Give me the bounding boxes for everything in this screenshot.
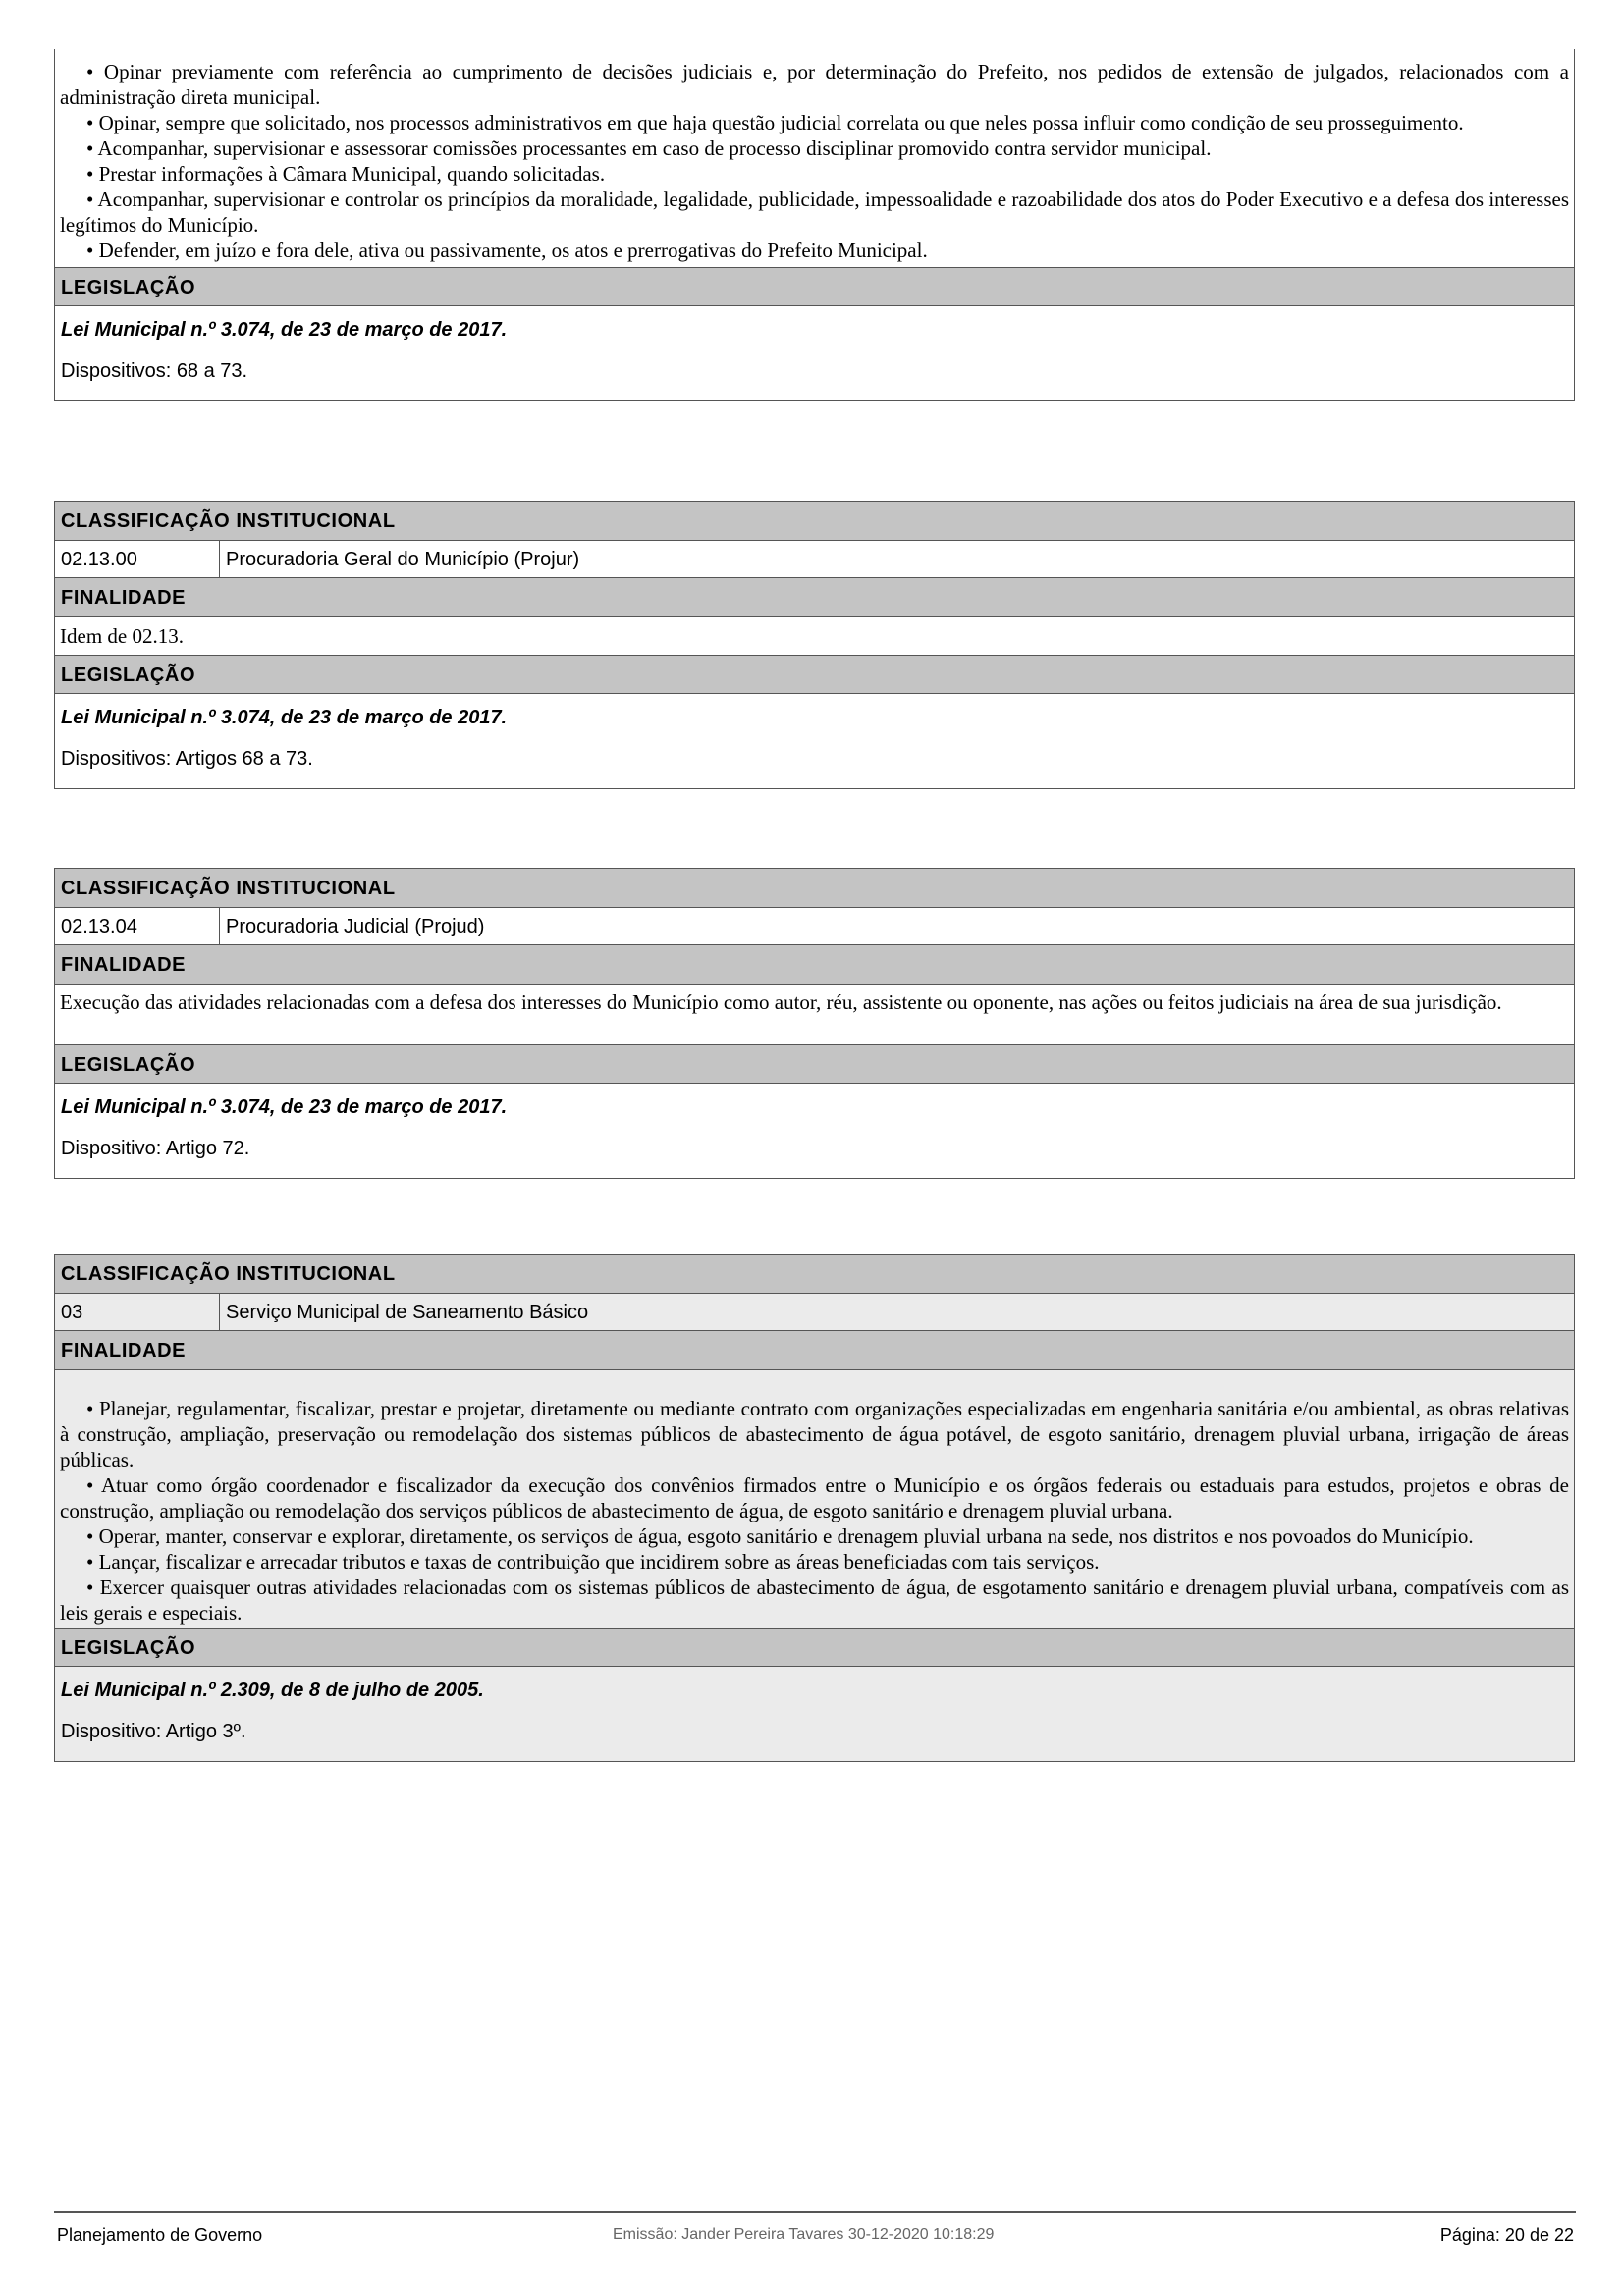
list-item: • Atuar como órgão coordenador e fiscalizador da execução dos convênios firmados entre o Município e os órgãos federais ou estaduais para estudos, projetos e obras de construção, ampliação ou remodelação dos serviços públicos de abastecimento de água, de esgoto sanitário e drenagem pluvial urbana. [60, 1473, 1569, 1522]
footer-emission: Emissão: Jander Pereira Tavares 30-12-2020 10:18:29 [613, 2226, 995, 2243]
footer-divider [54, 2211, 1576, 2213]
dispositivos-text: Dispositivo: Artigo 72. [61, 1138, 250, 1159]
list-item: • Exercer quaisquer outras atividades relacionadas com os sistemas públicos de abastecimento de água, de esgotamento sanitário e drenagem pluvial urbana, compatíveis com as leis gerais e especiais. [60, 1575, 1569, 1625]
classificacao-header: CLASSIFICAÇÃO INSTITUCIONAL [55, 869, 1574, 908]
classificacao-row [55, 1294, 1574, 1331]
list-item: • Prestar informações à Câmara Municipal, quando solicitadas. [86, 162, 606, 186]
finalidade-text: Execução das atividades relacionadas com a defesa dos interesses do Município como autor, réu, assistente ou oponente, nas ações ou feitos judiciais na área de sua jurisdição. [60, 990, 1502, 1014]
legislacao-header: LEGISLAÇÃO [55, 1628, 1574, 1667]
classificacao-code: 02.13.00 [55, 541, 220, 577]
law-reference: Lei Municipal n.º 2.309, de 8 de julho de 2005. [61, 1680, 484, 1701]
section-02-13-04 [54, 868, 1575, 1179]
finalidade-header: FINALIDADE [55, 945, 1574, 985]
dispositivos-text: Dispositivos: 68 a 73. [61, 360, 248, 382]
legislacao-header: LEGISLAÇÃO [55, 1044, 1574, 1084]
classificacao-name: Procuradoria Geral do Município (Projur) [226, 549, 580, 570]
section-projur-continuation [54, 49, 1575, 401]
section-03 [54, 1254, 1575, 1762]
list-item: • Lançar, fiscalizar e arrecadar tributos e taxas de contribuição que incidirem sobre as áreas beneficiadas com tais serviços. [86, 1550, 1100, 1574]
finalidade-list [55, 1370, 1574, 1628]
section-02-13-00 [54, 501, 1575, 789]
list-item: • Opinar, sempre que solicitado, nos processos administrativos em que haja questão judicial correlata ou que neles possa influir como condição de seu prosseguimento. [86, 111, 1464, 134]
list-item: • Defender, em juízo e fora dele, ativa ou passivamente, os atos e prerrogativas do Prefeito Municipal. [86, 239, 928, 262]
classificacao-row [55, 908, 1574, 945]
finalidade-text: Idem de 02.13. [60, 624, 184, 648]
footer-title: Planejamento de Governo [57, 2225, 263, 2245]
atribuicoes-list [55, 49, 1574, 267]
list-item: • Operar, manter, conservar e explorar, diretamente, os serviços de água, esgoto sanitário e drenagem pluvial urbana na sede, nos distritos e nos povoados do Município. [86, 1524, 1474, 1548]
list-item: • Acompanhar, supervisionar e controlar os princípios da moralidade, legalidade, publicidade, impessoalidade e razoabilidade dos atos do Poder Executivo e a defesa dos interesses legítimos do Município. [60, 187, 1569, 237]
law-reference: Lei Municipal n.º 3.074, de 23 de março de 2017. [61, 707, 508, 728]
dispositivos-text: Dispositivos: Artigos 68 a 73. [61, 748, 313, 770]
list-item: • Acompanhar, supervisionar e assessorar comissões processantes em caso de processo disciplinar promovido contra servidor municipal. [86, 136, 1212, 160]
classificacao-name: Serviço Municipal de Saneamento Básico [226, 1302, 589, 1323]
classificacao-header: CLASSIFICAÇÃO INSTITUCIONAL [55, 1255, 1574, 1294]
finalidade-header: FINALIDADE [55, 578, 1574, 617]
law-reference: Lei Municipal n.º 3.074, de 23 de março de 2017. [61, 1096, 508, 1118]
list-item: • Opinar previamente com referência ao cumprimento de decisões judiciais e, por determinação do Prefeito, nos pedidos de extensão de julgados, relacionados com a administração direta municipal. [60, 60, 1569, 109]
legislacao-header: LEGISLAÇÃO [55, 267, 1574, 306]
dispositivos-text: Dispositivo: Artigo 3º. [61, 1721, 246, 1742]
classificacao-row [55, 541, 1574, 578]
law-reference: Lei Municipal n.º 3.074, de 23 de março de 2017. [61, 319, 508, 341]
list-item: • Planejar, regulamentar, fiscalizar, prestar e projetar, diretamente ou mediante contrato com organizações especializadas em engenharia sanitária e/ou ambiental, as obras relativas à construção, ampliação, preservação ou remodelação dos sistemas públicos de abastecimento de água potável, de esgoto sanitário, drenagem pluvial urbana, irrigação de áreas públicas. [60, 1397, 1569, 1471]
finalidade-header: FINALIDADE [55, 1331, 1574, 1370]
classificacao-code: 02.13.04 [55, 908, 220, 944]
classificacao-header: CLASSIFICAÇÃO INSTITUCIONAL [55, 502, 1574, 541]
classificacao-name: Procuradoria Judicial (Projud) [226, 916, 485, 937]
page-number: Página: 20 de 22 [1439, 2225, 1574, 2245]
classificacao-code: 03 [55, 1294, 220, 1330]
legislacao-header: LEGISLAÇÃO [55, 655, 1574, 694]
